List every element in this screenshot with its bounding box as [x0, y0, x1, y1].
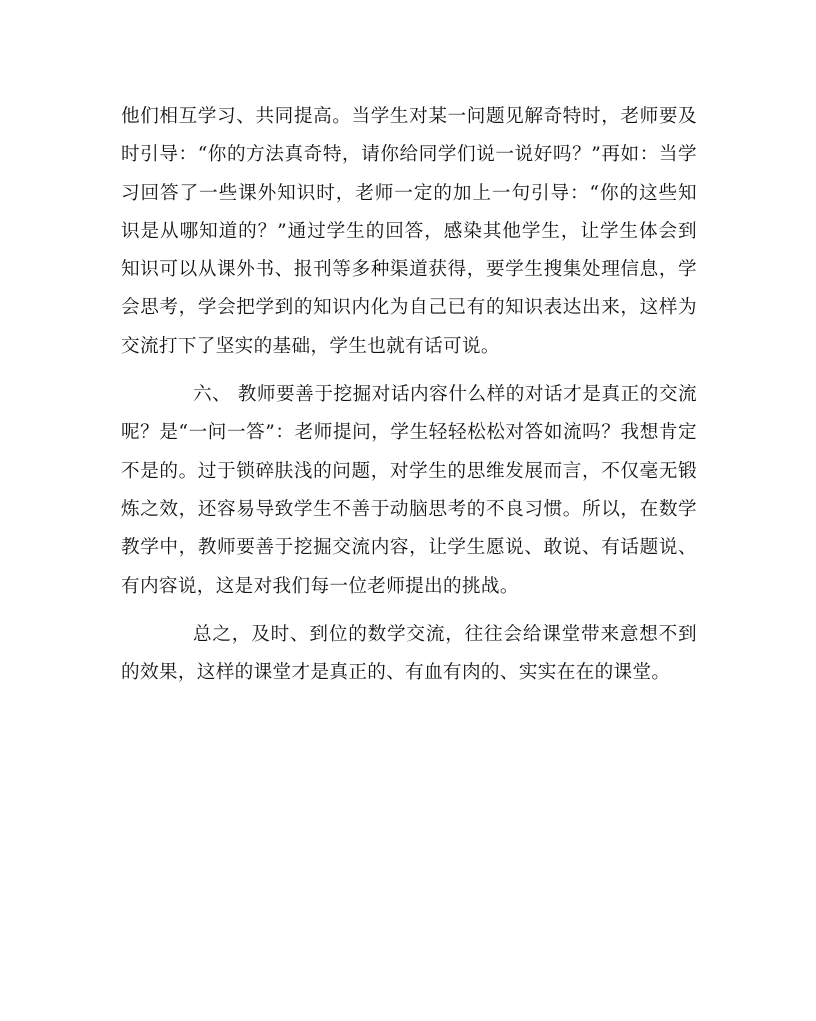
paragraph-continuation: 他们相互学习、共同提高。当学生对某一问题见解奇特时，老师要及时引导：“你的方法真奇特，请你给同学们说一说好吗？”再如：当学习回答了一些课外知识时，老师一定的加上一句引导：“你的这些知识是从哪知道的？”通过学生的回答，感染其他学生，让学生体会到知识可以从课外书、报刊等多种渠道获得，要学生搜集处理信息，学会思考，学会把学到的知识内化为自己已有的知识表达出来，这样为交流打下了坚实的基础，学生也就有话可说。	[121, 106, 697, 357]
paragraph-section-six: 六、 教师要善于挖掘对话内容什么样的对话才是真正的交流呢？是“一问一答”：老师提问，学生轻轻松松对答如流吗？我想肯定不是的。过于锁碎肤浅的问题，对学生的思维发展而言，不仅毫无锻炼之效，还容易导致学生不善于动脑思考的不良习惯。所以，在数学教学中，教师要善于挖掘交流内容，让学生愿说、敢说、有话题说、有内容说，这是对我们每一位老师提出的挑战。	[121, 384, 697, 597]
document-body	[121, 98, 697, 702]
paragraph-conclusion: 总之，及时、到位的数学交流，往往会给课堂带来意想不到的效果，这样的课堂才是真正的、有血有肉的、实实在在的课堂。	[121, 623, 697, 684]
